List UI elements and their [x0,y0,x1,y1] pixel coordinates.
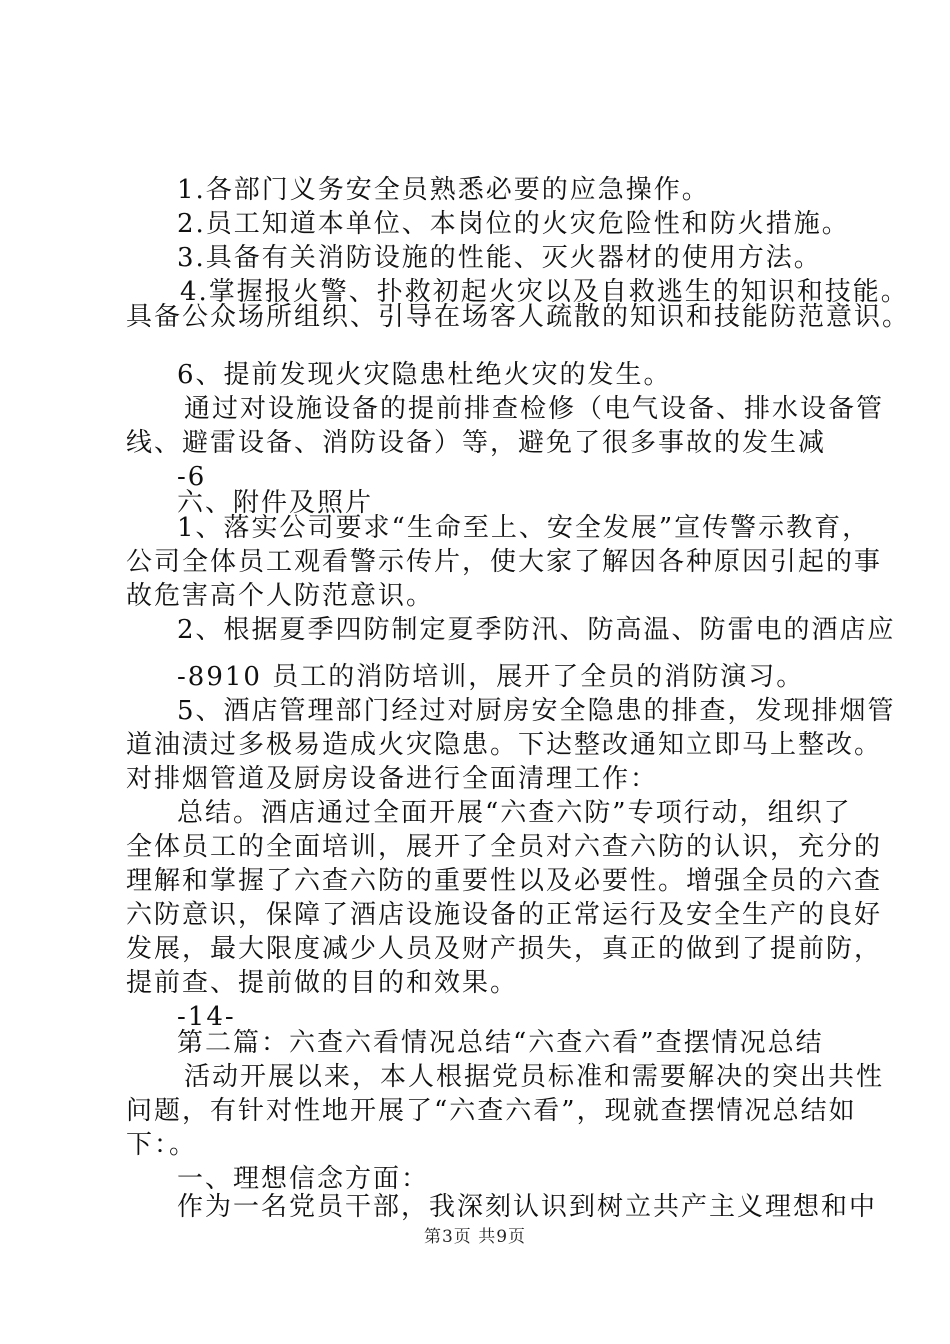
page-marker: -14- [177,1002,236,1032]
text-line: -8910 员工的消防培训，展开了全员的消防演习。 [177,662,805,692]
text-line: 提前查、提前做的目的和效果。 [126,968,519,998]
text-line: 3.具备有关消防设施的性能、灭火器材的使用方法。 [177,243,822,273]
text-line: 问题，有针对性地开展了“六查六看”，现就查摆情况总结如 [126,1096,857,1126]
text-line: 5、酒店管理部门经过对厨房安全隐患的排查，发现排烟管 [177,696,896,726]
text-line: 下：。 [126,1130,198,1160]
text-line: 2、根据夏季四防制定夏季防汛、防高温、防雷电的酒店应 [177,615,896,645]
text-line: 全体员工的全面培训，展开了全员对六查六防的认识，充分的 [126,832,883,862]
text-line: 线、避雷设备、消防设备）等，避免了很多事故的发生减 [126,428,827,458]
chapter-heading: 第二篇：六查六看情况总结“六查六看”查摆情况总结 [177,1028,824,1058]
section-heading: 一、理想信念方面： [177,1164,430,1194]
text-line: 理解和掌握了六查六防的重要性以及必要性。增强全员的六查 [126,866,883,896]
text-line: 1.各部门义务安全员熟悉必要的应急操作。 [177,175,710,205]
text-line: 道油渍过多极易造成火灾隐患。下达整改通知立即马上整改。 [126,730,883,760]
text-line: 1、落实公司要求“生命至上、安全发展”宣传警示教育， [177,513,871,543]
text-line: 具备公众场所组织、引导在场客人疏散的知识和技能防范意识。 [126,302,911,332]
text-line: 活动开展以来，本人根据党员标准和需要解决的突出共性 [184,1062,885,1092]
text-line: 公司全体员工观看警示传片，使大家了解因各种原因引起的事 [126,547,883,577]
text-line: 对排烟管道及厨房设备进行全面清理工作： [126,764,659,794]
page-marker: -6 [177,462,207,492]
text-line: 故危害高个人防范意识。 [126,581,435,611]
text-line: 六防意识，保障了酒店设施设备的正常运行及安全生产的良好 [126,900,883,930]
text-line: 总结。酒店通过全面开展“六查六防”专项行动，组织了 [177,798,852,828]
section-heading: 六、附件及照片 [177,488,374,518]
page-footer: 第3页 共9页 [423,1227,527,1247]
text-line: 发展，最大限度减少人员及财产损失，真正的做到了提前防， [126,934,883,964]
text-line: 作为一名党员干部，我深刻认识到树立共产主义理想和中 [177,1192,878,1222]
text-line: 4.掌握报火警、扑救初起火灾以及自救逃生的知识和技能。 [180,277,909,307]
text-line: 通过对设施设备的提前排查检修（电气设备、排水设备管 [184,394,885,424]
text-line: 2.员工知道本单位、本岗位的火灾危险性和防火措施。 [177,209,850,239]
text-line: 6、提前发现火灾隐患杜绝火灾的发生。 [177,360,672,390]
